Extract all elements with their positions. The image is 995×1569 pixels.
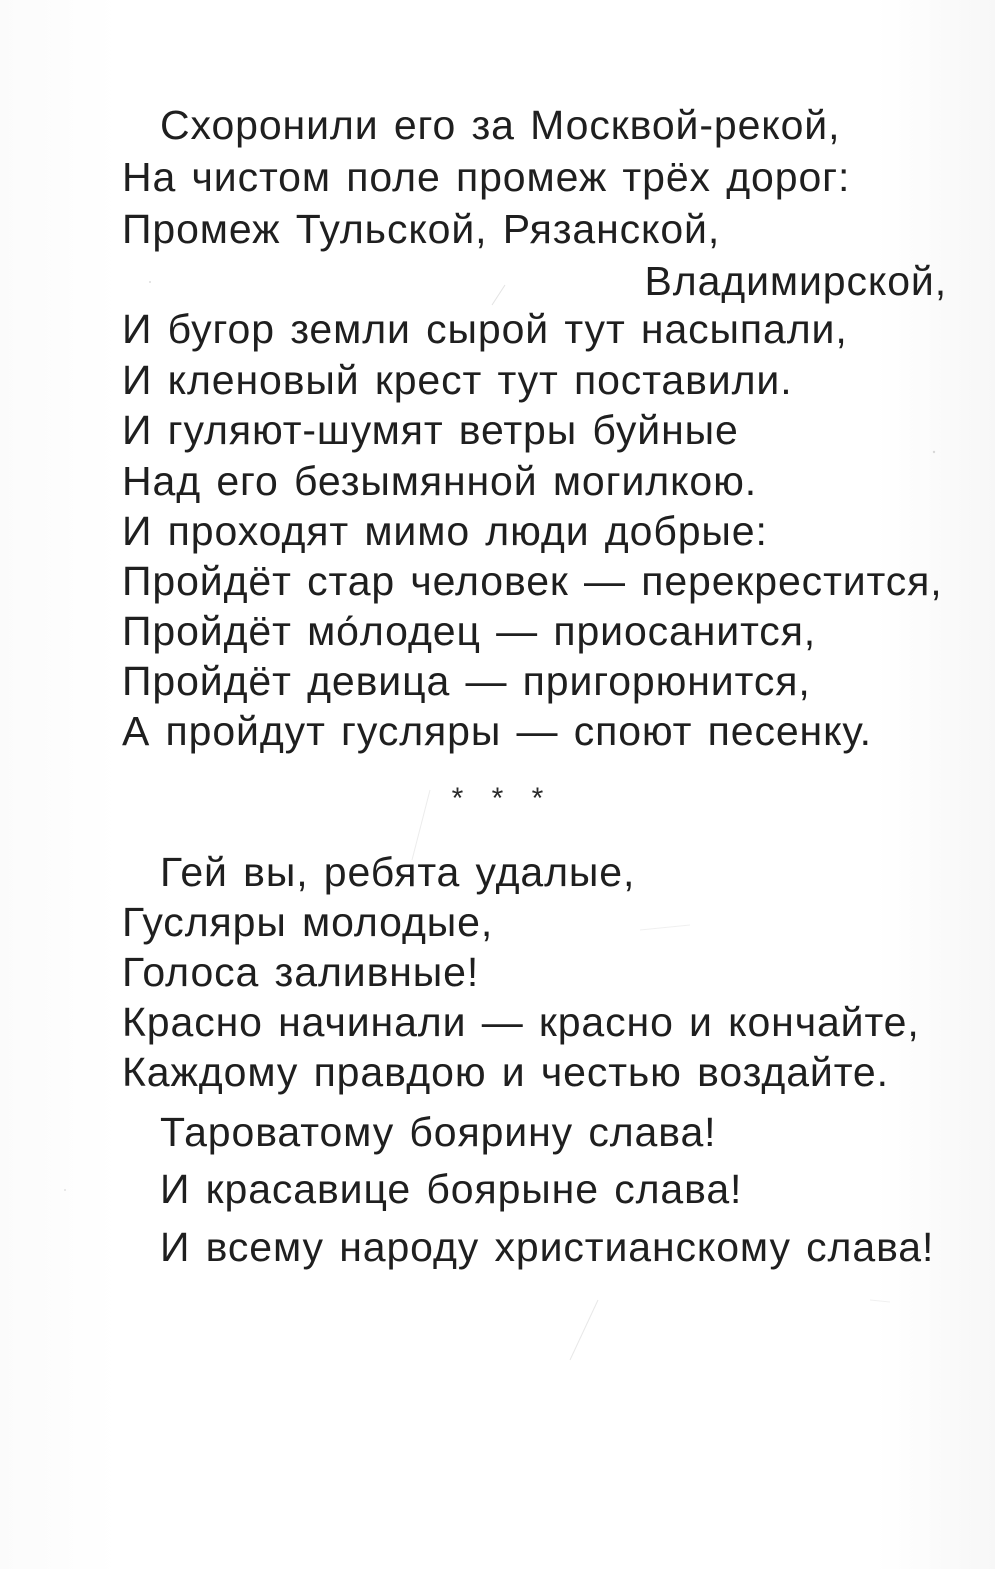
verse-line: Голоса заливные! [122,949,480,995]
verse-line: Гусляры молодые, [122,899,494,945]
verse-line: Схоронили его за Москвой-рекой, [160,102,841,148]
verse-line: Красно начинали — красно и кончайте, [122,999,920,1045]
verse-line: И красавице боярыне слава! [160,1166,743,1212]
verse-line: И бугор земли сырой тут насыпали, [122,306,848,352]
verse-line: Владимирской, [644,258,947,304]
verse-line: Пройдёт девица — пригорюнится, [122,658,811,704]
verse-line: Пройдёт мо́лодец — приосанится, [122,608,817,654]
verse-line: Пройдёт стар человек — перекрестится, [122,558,943,604]
verse-line: Гей вы, ребята удалые, [160,849,636,895]
verse-line: И проходят мимо люди добрые: [122,508,768,554]
verse-line: И гуляют-шумят ветры буйные [122,407,739,453]
verse-line: И кленовый крест тут поставили. [122,357,793,403]
verse-line: На чистом поле промеж трёх дорог: [122,154,851,200]
verse-line: Промеж Тульской, Рязанской, [122,206,721,252]
verse-line: Над его безымянной могилкою. [122,458,758,504]
verse-line: Каждому правдою и честью воздайте. [122,1049,889,1095]
verse-line: И всему народу христианскому слава! [160,1224,935,1270]
verse-line: Тароватому боярину слава! [160,1109,717,1155]
verse-line: А пройдут гусляры — споют песенку. [122,708,872,754]
section-divider: * * * [451,782,554,815]
